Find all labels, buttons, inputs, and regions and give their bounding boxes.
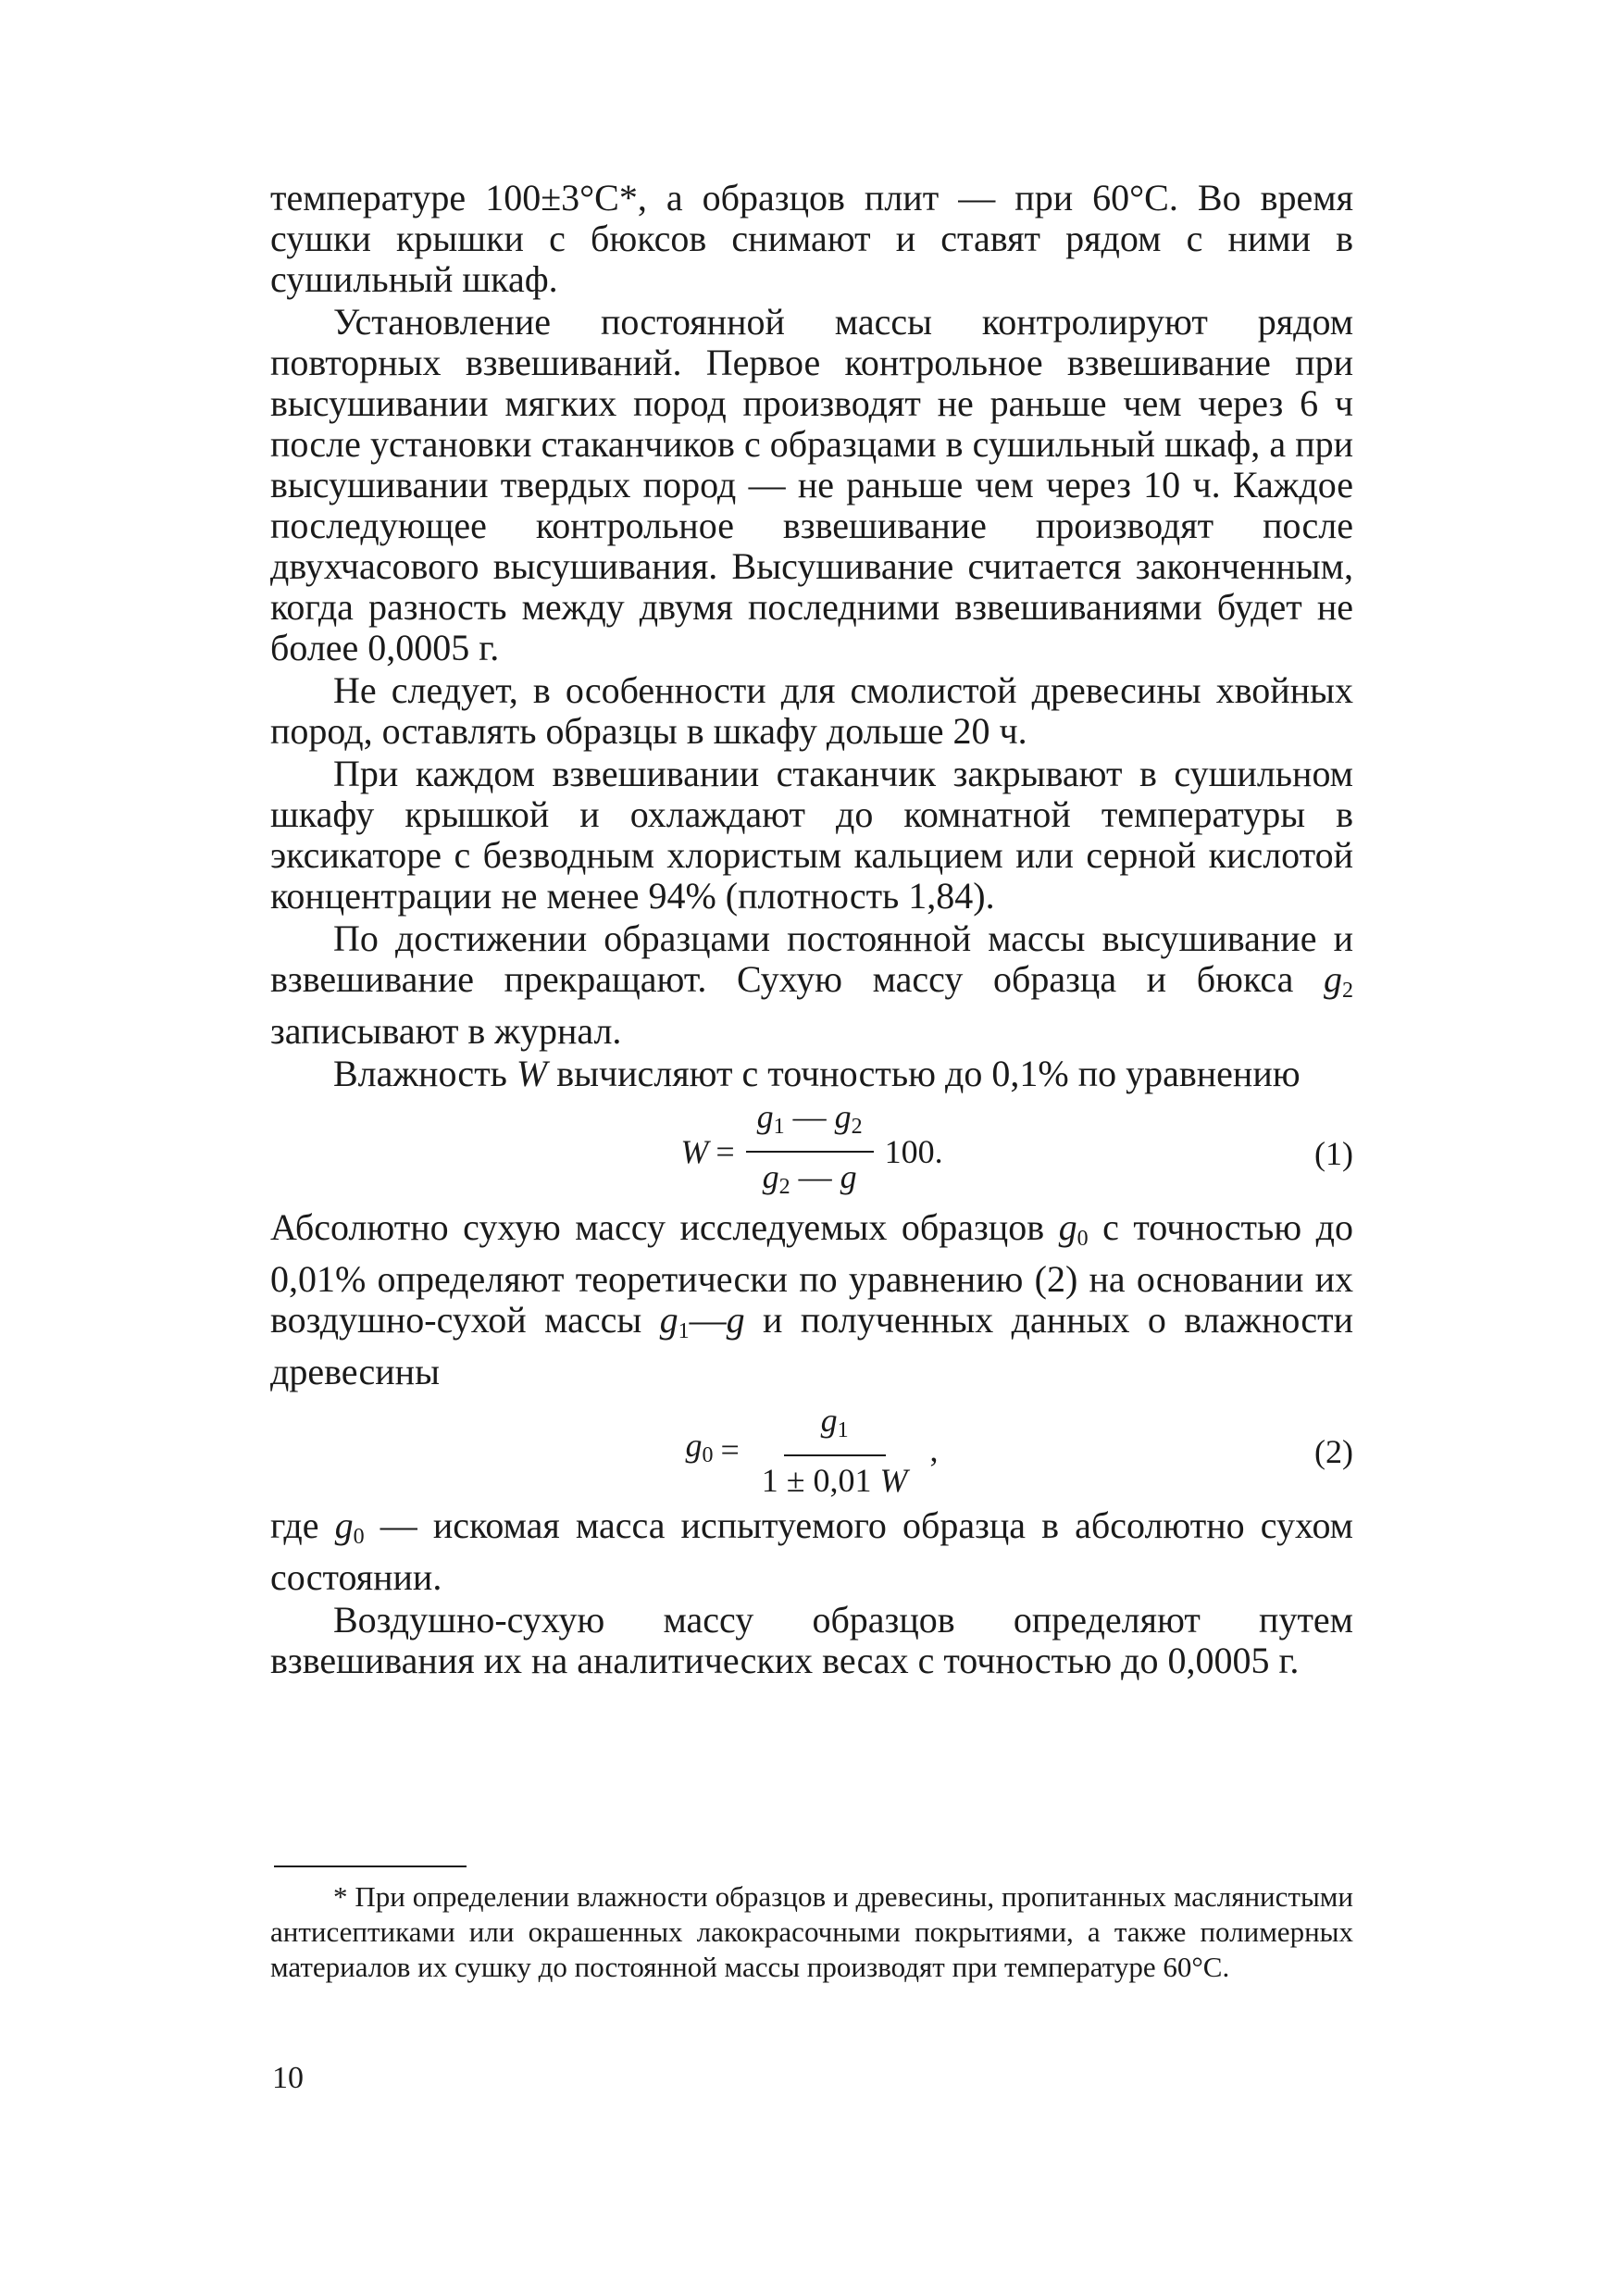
- formula-1-lhs: W: [680, 1133, 709, 1170]
- formula-1-num-a-sub: 1: [773, 1115, 785, 1139]
- formula-1-num-minus: —: [784, 1098, 835, 1135]
- formula-1-fraction: [746, 1096, 874, 1207]
- paragraph-7-text-a: Абсолютно сухую массу исследуемых образцов: [270, 1206, 1059, 1248]
- formula-1-factor: 100.: [884, 1133, 943, 1170]
- page-number: 10: [272, 2061, 304, 2095]
- formula-2: [270, 1398, 1353, 1502]
- paragraph-6-text-a: Влажность: [333, 1053, 517, 1094]
- paragraph-1: температуре 100±3°С*, а образцов плит — при 60°С. Во время сушки крышки с бюксов снимают и ставят рядом с ними в сушильный шкаф.: [270, 177, 1353, 300]
- paragraph-6: [270, 1054, 1353, 1094]
- formula-1-num-b: g: [834, 1098, 852, 1135]
- formula-2-fraction: [751, 1400, 919, 1501]
- paragraph-6-var: W: [516, 1053, 548, 1094]
- formula-1-den-a: g: [762, 1158, 779, 1195]
- formula-1-den-b: g: [840, 1158, 857, 1195]
- formula-1-num-a: g: [756, 1098, 774, 1135]
- formula-2-lhs-var: g: [685, 1426, 703, 1464]
- footnote-text: * При определении влажности образцов и древесины, пропитанных маслянистыми антисептиками или окрашенных лакокрасочными покрытиями, а также полимерных материалов их сушку до постоянной массы производят при температуре 60°С.: [270, 1880, 1353, 1983]
- formula-1-equals: =: [716, 1133, 735, 1170]
- paragraph-7-text-d: и полученных данных о влажности древесины: [270, 1299, 1353, 1392]
- formula-2-comma: ,: [929, 1431, 939, 1468]
- formula-2-expression: [270, 1398, 1353, 1502]
- paragraph-5-text-b: записывают в журнал.: [270, 1010, 622, 1052]
- main-text: [270, 178, 1353, 1681]
- paragraph-8-text-a: где: [270, 1504, 335, 1546]
- formula-1: [270, 1100, 1353, 1204]
- formula-2-number: (2): [1314, 1433, 1353, 1470]
- formula-1-numerator: [746, 1096, 874, 1153]
- paragraph-5-sub: 2: [1342, 979, 1354, 1003]
- paragraph-7-var-1: g: [1058, 1206, 1077, 1248]
- paragraph-9: Воздушно-сухую массу образцов определяют путем взвешивания их на аналитических весах с точностью до 0,0005 г.: [270, 1599, 1353, 1681]
- paragraph-7-var-3: g: [726, 1299, 745, 1341]
- paragraph-8-sub: 0: [353, 1525, 365, 1549]
- formula-1-expression: [270, 1100, 1353, 1204]
- paragraph-5: [270, 918, 1353, 1052]
- formula-2-num-var: g: [820, 1401, 838, 1439]
- paragraph-7-sub-2: 1: [678, 1319, 690, 1343]
- formula-2-lhs: [685, 1425, 713, 1476]
- paragraph-8-var: g: [334, 1504, 354, 1546]
- formula-2-denominator: [751, 1456, 919, 1501]
- formula-2-num-sub: 1: [837, 1417, 849, 1442]
- footnote-divider: [274, 1866, 467, 1867]
- paragraph-7: [270, 1207, 1353, 1392]
- formula-2-numerator: [784, 1400, 886, 1456]
- formula-1-denominator: [752, 1153, 868, 1207]
- paragraph-6-text-b: вычисляют с точностью до 0,1% по уравнению: [547, 1053, 1301, 1094]
- paragraph-7-text-c: —: [689, 1299, 727, 1341]
- formula-2-lhs-sub: 0: [702, 1442, 714, 1467]
- paragraph-5-var: g: [1324, 958, 1343, 1000]
- formula-1-num-b-sub: 2: [851, 1115, 863, 1139]
- paragraph-7-var-2: g: [659, 1299, 678, 1341]
- formula-1-den-minus: —: [790, 1158, 840, 1195]
- formula-2-den-var: W: [879, 1461, 908, 1499]
- paragraph-7-sub-1: 0: [1077, 1227, 1089, 1251]
- paragraph-5-text-a: По достижении образцами постоянной массы высушивание и взвешивание прекращают. Сухую массу образца и бюкса: [270, 917, 1353, 1000]
- paragraph-8-text-b: — искомая масса испытуемого образца в абсолютно сухом состоянии.: [270, 1504, 1353, 1598]
- paragraph-8: [270, 1505, 1353, 1598]
- formula-1-den-a-sub: 2: [778, 1175, 790, 1199]
- footnote: [270, 1879, 1353, 1985]
- paragraph-4: При каждом взвешивании стаканчик закрывают в сушильном шкафу крышкой и охлаждают до комнатной температуры в эксикаторе с безводным хлористым кальцием или серной кислотой концентрации не менее 94% (плотность 1,84).: [270, 753, 1353, 917]
- paragraph-2: Установление постоянной массы контролируют рядом повторных взвешиваний. Первое контрольное взвешивание при высушивании мягких пород производят не раньше чем через 6 ч после установки стаканчиков с образцами в сушильный шкаф, а при высушивании твердых пород — не раньше чем через 10 ч. Каждое последующее контрольное взвешивание производят после двухчасового высушивания. Высушивание считается законченным, когда разность между двумя последними взвешиваниями будет не более 0,0005 г.: [270, 301, 1353, 668]
- formula-1-number: (1): [1314, 1135, 1353, 1172]
- formula-2-equals: =: [720, 1431, 740, 1468]
- paragraph-3: Не следует, в особенности для смолистой древесины хвойных пород, оставлять образцы в шкафу дольше 20 ч.: [270, 669, 1353, 752]
- formula-2-den-text: 1 ± 0,01: [761, 1461, 880, 1499]
- paragraph-7-text-b: с точностью до 0,01% определяют теоретически по уравнению (2) на основании их воздушно-сухой массы: [270, 1206, 1354, 1341]
